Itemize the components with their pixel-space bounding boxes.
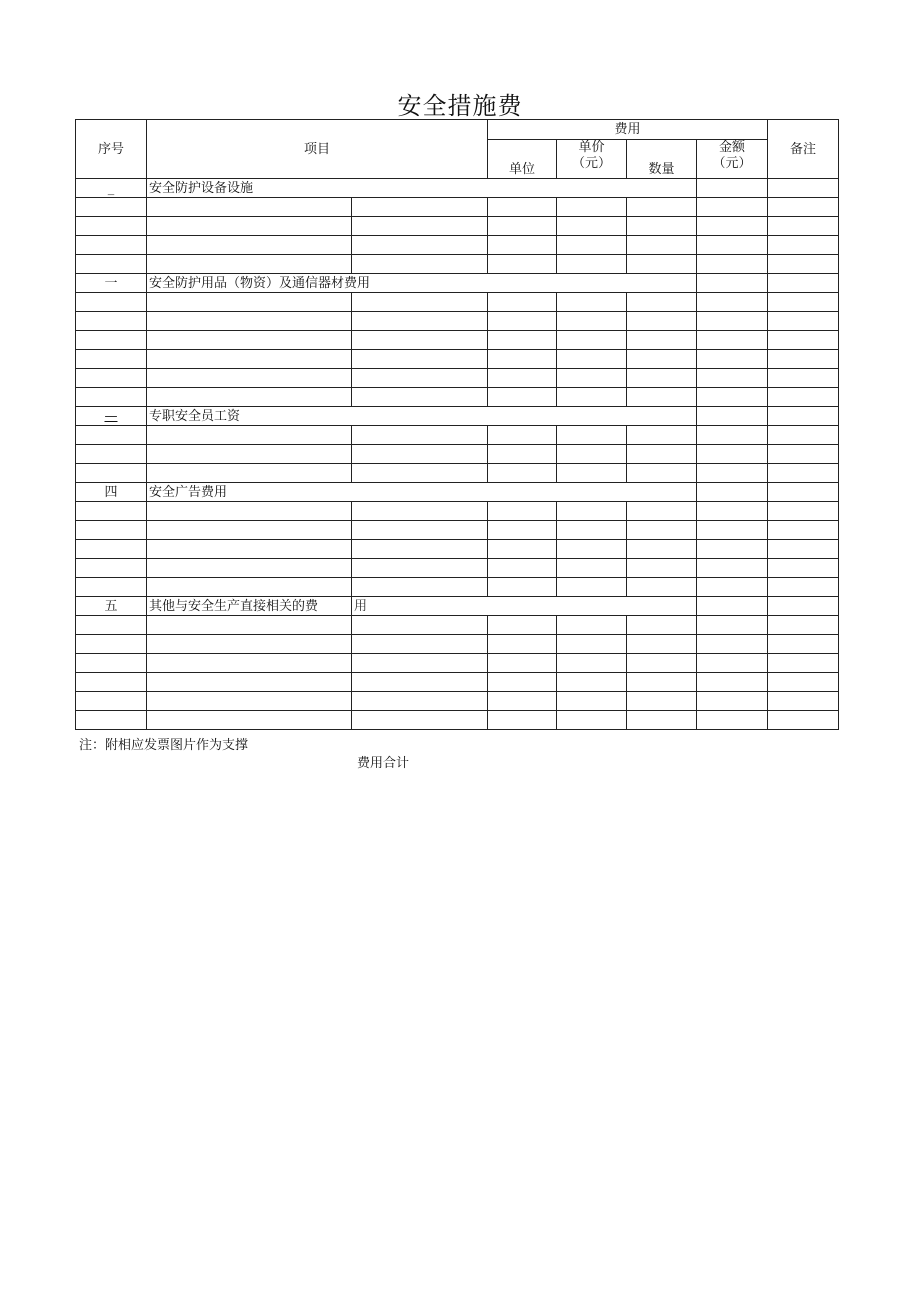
header-amount: 金额 （元） — [697, 140, 768, 179]
quantity-cell — [627, 559, 697, 578]
item-detail-cell — [352, 692, 488, 711]
unit-price-cell — [557, 331, 627, 350]
quantity-cell — [627, 711, 697, 730]
seq-cell — [76, 293, 147, 312]
table-row — [76, 521, 839, 540]
remark-cell — [768, 369, 839, 388]
item-cell — [147, 388, 352, 407]
table-row — [76, 293, 839, 312]
unit-cell — [488, 654, 557, 673]
item-cell — [147, 540, 352, 559]
unit-price-cell — [557, 350, 627, 369]
category-label: 专职安全员工资 — [147, 407, 697, 426]
item-detail-cell — [352, 369, 488, 388]
quantity-cell — [627, 445, 697, 464]
unit-price-cell — [557, 635, 627, 654]
remark-cell — [768, 217, 839, 236]
unit-price-cell — [557, 673, 627, 692]
unit-cell — [488, 369, 557, 388]
table-row — [76, 654, 839, 673]
category-number: 一 — [76, 274, 147, 293]
unit-price-cell — [557, 654, 627, 673]
quantity-cell — [627, 312, 697, 331]
item-detail-cell — [352, 521, 488, 540]
seq-cell — [76, 578, 147, 597]
table-row — [76, 578, 839, 597]
seq-cell — [76, 369, 147, 388]
item-detail-cell — [352, 236, 488, 255]
amount-cell — [697, 369, 768, 388]
item-detail-cell — [352, 198, 488, 217]
item-cell — [147, 312, 352, 331]
unit-cell — [488, 350, 557, 369]
unit-cell — [488, 521, 557, 540]
table-row — [76, 350, 839, 369]
amount-cell — [697, 464, 768, 483]
unit-price-cell — [557, 464, 627, 483]
amount-cell — [697, 293, 768, 312]
seq-cell — [76, 654, 147, 673]
seq-cell — [76, 426, 147, 445]
header-remark: 备注 — [768, 120, 839, 179]
amount-cell — [697, 502, 768, 521]
item-cell — [147, 331, 352, 350]
remark-cell — [768, 483, 839, 502]
item-cell — [147, 217, 352, 236]
remark-cell — [768, 654, 839, 673]
seq-cell — [76, 521, 147, 540]
item-cell — [147, 578, 352, 597]
quantity-cell — [627, 331, 697, 350]
amount-cell — [697, 483, 768, 502]
amount-cell — [697, 692, 768, 711]
item-cell — [147, 426, 352, 445]
item-detail-cell — [352, 673, 488, 692]
remark-cell — [768, 331, 839, 350]
unit-price-cell — [557, 236, 627, 255]
quantity-cell — [627, 673, 697, 692]
seq-cell — [76, 198, 147, 217]
category-number: 四 — [76, 483, 147, 502]
item-detail-cell — [352, 293, 488, 312]
quantity-cell — [627, 521, 697, 540]
table-row — [76, 217, 839, 236]
category-label: 其他与安全生产直接相关的费 — [147, 597, 352, 616]
item-detail-cell — [352, 635, 488, 654]
item-cell — [147, 521, 352, 540]
unit-price-cell — [557, 521, 627, 540]
amount-cell — [697, 635, 768, 654]
category-label: 安全防护设备设施 — [147, 179, 697, 198]
table-row — [76, 502, 839, 521]
category-number: 五 — [76, 597, 147, 616]
amount-cell — [697, 179, 768, 198]
item-detail-cell — [352, 312, 488, 331]
unit-price-cell — [557, 578, 627, 597]
seq-cell — [76, 502, 147, 521]
item-cell — [147, 255, 352, 274]
table-row — [76, 559, 839, 578]
footnote: 注：附相应发票图片作为支撑 — [79, 738, 249, 753]
unit-price-cell — [557, 312, 627, 331]
quantity-cell — [627, 369, 697, 388]
item-detail-cell — [352, 559, 488, 578]
unit-cell — [488, 540, 557, 559]
unit-cell — [488, 255, 557, 274]
category-row — [76, 179, 839, 198]
total-label: 费用合计 — [357, 756, 410, 771]
unit-price-cell — [557, 692, 627, 711]
amount-cell — [697, 217, 768, 236]
unit-price-cell — [557, 711, 627, 730]
unit-price-cell — [557, 293, 627, 312]
header-unit: 单位 — [488, 140, 557, 179]
amount-cell — [697, 578, 768, 597]
table-row — [76, 711, 839, 730]
unit-cell — [488, 236, 557, 255]
remark-cell — [768, 540, 839, 559]
seq-cell — [76, 312, 147, 331]
amount-cell — [697, 445, 768, 464]
quantity-cell — [627, 692, 697, 711]
seq-cell — [76, 635, 147, 654]
remark-cell — [768, 692, 839, 711]
table-row — [76, 312, 839, 331]
seq-cell — [76, 255, 147, 274]
header-item: 项目 — [147, 120, 488, 179]
unit-cell — [488, 635, 557, 654]
item-cell — [147, 711, 352, 730]
amount-cell — [697, 597, 768, 616]
seq-cell — [76, 616, 147, 635]
unit-cell — [488, 388, 557, 407]
unit-cell — [488, 559, 557, 578]
remark-cell — [768, 635, 839, 654]
seq-cell — [76, 236, 147, 255]
item-detail-cell — [352, 445, 488, 464]
quantity-cell — [627, 217, 697, 236]
seq-cell — [76, 464, 147, 483]
seq-cell — [76, 692, 147, 711]
item-cell — [147, 616, 352, 635]
amount-cell — [697, 407, 768, 426]
item-detail-cell — [352, 426, 488, 445]
seq-cell — [76, 445, 147, 464]
remark-cell — [768, 673, 839, 692]
header-quantity: 数量 — [627, 140, 697, 179]
table-row — [76, 692, 839, 711]
item-detail-cell — [352, 654, 488, 673]
item-detail-cell — [352, 616, 488, 635]
amount-cell — [697, 255, 768, 274]
category-number: _ — [76, 179, 147, 198]
cost-table — [75, 119, 839, 730]
item-detail-cell — [352, 711, 488, 730]
quantity-cell — [627, 464, 697, 483]
amount-cell — [697, 331, 768, 350]
remark-cell — [768, 198, 839, 217]
item-cell — [147, 635, 352, 654]
remark-cell — [768, 179, 839, 198]
unit-cell — [488, 464, 557, 483]
unit-price-cell — [557, 388, 627, 407]
unit-cell — [488, 312, 557, 331]
item-detail-cell — [352, 255, 488, 274]
quantity-cell — [627, 293, 697, 312]
item-cell — [147, 293, 352, 312]
quantity-cell — [627, 635, 697, 654]
category-row — [76, 274, 839, 293]
unit-price-cell — [557, 198, 627, 217]
amount-cell — [697, 654, 768, 673]
unit-price-cell — [557, 426, 627, 445]
item-detail-cell — [352, 502, 488, 521]
amount-cell — [697, 198, 768, 217]
quantity-cell — [627, 578, 697, 597]
seq-cell — [76, 711, 147, 730]
table-row — [76, 236, 839, 255]
category-row — [76, 483, 839, 502]
table-row — [76, 673, 839, 692]
remark-cell — [768, 597, 839, 616]
remark-cell — [768, 293, 839, 312]
amount-cell — [697, 521, 768, 540]
seq-cell — [76, 540, 147, 559]
unit-cell — [488, 217, 557, 236]
remark-cell — [768, 616, 839, 635]
unit-cell — [488, 616, 557, 635]
unit-price-cell — [557, 616, 627, 635]
quantity-cell — [627, 350, 697, 369]
item-cell — [147, 350, 352, 369]
item-detail-cell — [352, 331, 488, 350]
item-cell — [147, 692, 352, 711]
remark-cell — [768, 445, 839, 464]
unit-price-cell — [557, 445, 627, 464]
seq-cell — [76, 559, 147, 578]
table-row — [76, 464, 839, 483]
remark-cell — [768, 426, 839, 445]
table-row — [76, 331, 839, 350]
amount-cell — [697, 673, 768, 692]
unit-cell — [488, 331, 557, 350]
quantity-cell — [627, 426, 697, 445]
item-cell — [147, 559, 352, 578]
table-row — [76, 540, 839, 559]
seq-cell — [76, 350, 147, 369]
quantity-cell — [627, 616, 697, 635]
quantity-cell — [627, 236, 697, 255]
item-cell — [147, 502, 352, 521]
remark-cell — [768, 312, 839, 331]
category-label: 安全广告费用 — [147, 483, 697, 502]
remark-cell — [768, 464, 839, 483]
item-detail-cell — [352, 388, 488, 407]
amount-cell — [697, 616, 768, 635]
page-title: 安全措施费 — [397, 92, 523, 120]
seq-cell — [76, 217, 147, 236]
unit-cell — [488, 293, 557, 312]
quantity-cell — [627, 654, 697, 673]
item-cell — [147, 673, 352, 692]
unit-cell — [488, 502, 557, 521]
category-label: 安全防护用品（物资）及通信器材费用 — [147, 274, 697, 293]
amount-cell — [697, 236, 768, 255]
quantity-cell — [627, 198, 697, 217]
unit-price-cell — [557, 540, 627, 559]
unit-cell — [488, 426, 557, 445]
amount-cell — [697, 350, 768, 369]
header-unit-price: 单价 （元） — [557, 140, 627, 179]
amount-cell — [697, 426, 768, 445]
quantity-cell — [627, 388, 697, 407]
quantity-cell — [627, 502, 697, 521]
unit-price-cell — [557, 369, 627, 388]
table-row — [76, 426, 839, 445]
unit-cell — [488, 445, 557, 464]
amount-cell — [697, 711, 768, 730]
unit-price-cell — [557, 255, 627, 274]
seq-cell — [76, 388, 147, 407]
quantity-cell — [627, 540, 697, 559]
remark-cell — [768, 388, 839, 407]
remark-cell — [768, 236, 839, 255]
header-cost: 费用 — [488, 120, 768, 140]
seq-cell — [76, 673, 147, 692]
category-row — [76, 407, 839, 426]
item-cell — [147, 369, 352, 388]
unit-price-cell — [557, 502, 627, 521]
item-cell — [147, 464, 352, 483]
item-detail-cell — [352, 350, 488, 369]
unit-cell — [488, 578, 557, 597]
unit-cell — [488, 673, 557, 692]
amount-cell — [697, 312, 768, 331]
category-label-tail: 用 — [352, 597, 697, 616]
unit-cell — [488, 692, 557, 711]
amount-cell — [697, 540, 768, 559]
remark-cell — [768, 521, 839, 540]
item-cell — [147, 198, 352, 217]
unit-cell — [488, 198, 557, 217]
quantity-cell — [627, 255, 697, 274]
item-detail-cell — [352, 464, 488, 483]
item-cell — [147, 654, 352, 673]
remark-cell — [768, 407, 839, 426]
item-detail-cell — [352, 578, 488, 597]
amount-cell — [697, 559, 768, 578]
remark-cell — [768, 559, 839, 578]
item-detail-cell — [352, 540, 488, 559]
table-row — [76, 369, 839, 388]
remark-cell — [768, 578, 839, 597]
item-cell — [147, 236, 352, 255]
seq-cell — [76, 331, 147, 350]
remark-cell — [768, 711, 839, 730]
table-row — [76, 388, 839, 407]
unit-cell — [488, 711, 557, 730]
amount-cell — [697, 388, 768, 407]
category-row — [76, 597, 839, 616]
table-row — [76, 198, 839, 217]
table-row — [76, 445, 839, 464]
remark-cell — [768, 274, 839, 293]
table-row — [76, 616, 839, 635]
remark-cell — [768, 502, 839, 521]
remark-cell — [768, 350, 839, 369]
remark-cell — [768, 255, 839, 274]
unit-price-cell — [557, 559, 627, 578]
item-detail-cell — [352, 217, 488, 236]
header-seq: 序号 — [76, 120, 147, 179]
item-cell — [147, 445, 352, 464]
category-number: — — [76, 407, 147, 426]
table-row — [76, 255, 839, 274]
table-row — [76, 635, 839, 654]
unit-price-cell — [557, 217, 627, 236]
amount-cell — [697, 274, 768, 293]
